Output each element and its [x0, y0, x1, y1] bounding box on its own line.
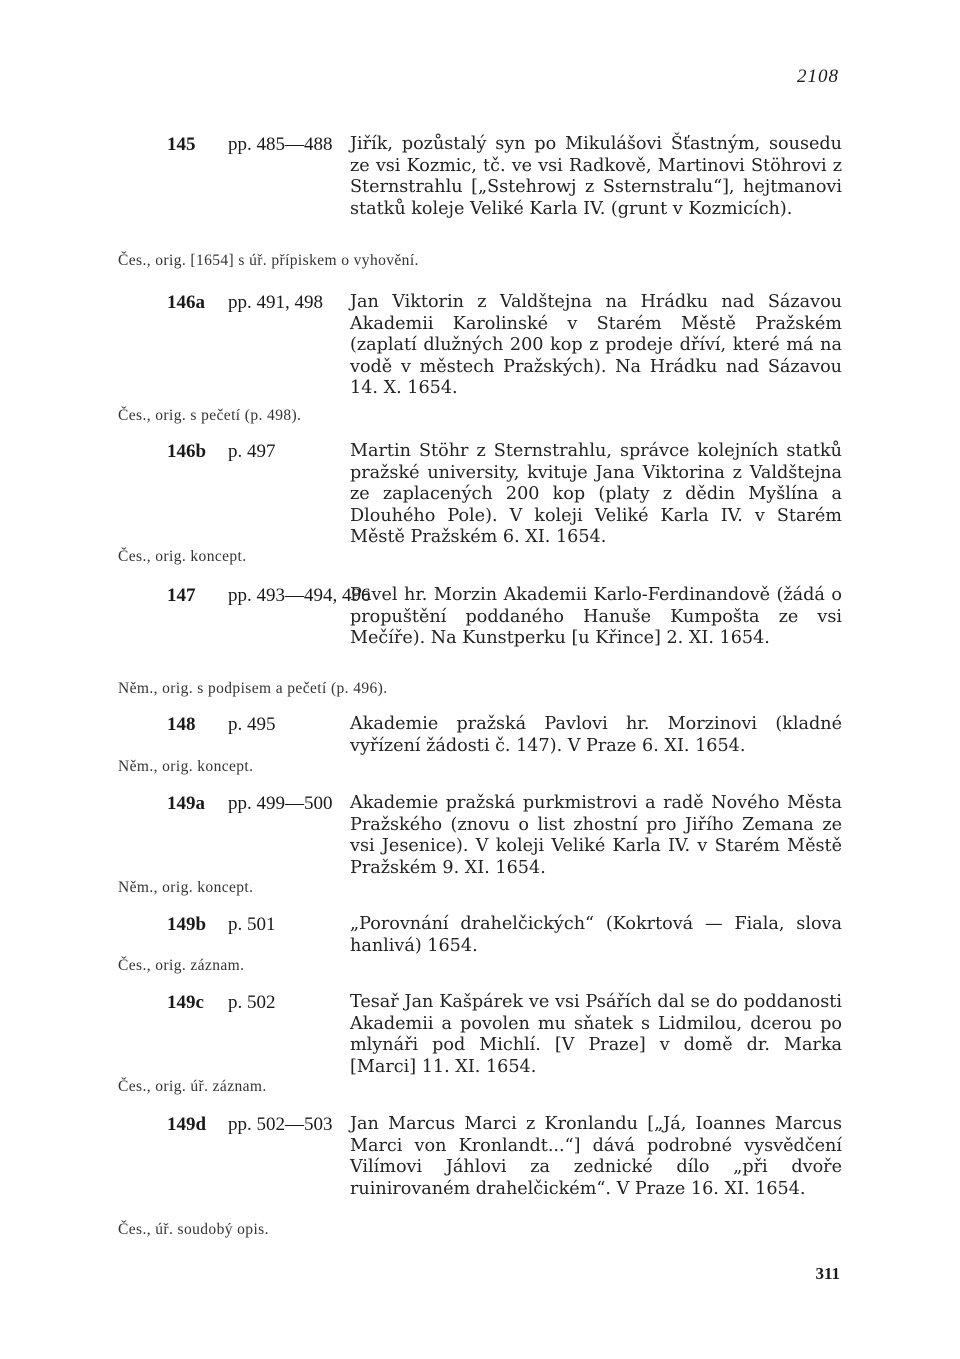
entry-text: Akademie pražská Pavlovi hr. Morzinovi (kladné vyřízení žádosti č. 147). V Praze 6. XI. 1654. — [350, 714, 842, 756]
entry-text: Tesař Jan Kašpárek ve vsi Psářích dal se do poddanosti Akademii a povolen mu sňatek s Lidmilou, dcerou po mlynáři pod Michlí. [V Praze] v domě dr. Marka [Marci] 11. XI. 1654. — [350, 992, 842, 1077]
entry-note: Čes., orig. záznam. — [118, 957, 245, 974]
entry-note: Něm., orig. koncept. — [118, 758, 254, 775]
entry-note: Něm., orig. s podpisem a pečetí (p. 496). — [118, 680, 388, 697]
entry-note: Čes., orig. [1654] s úř. přípiskem o vyhovění. — [118, 252, 419, 269]
entry-number: 149c — [167, 992, 204, 1013]
entry-note: Čes., orig. úř. záznam. — [118, 1078, 267, 1095]
entry-text: Jiřík, pozůstalý syn po Mikulášovi Šťastným, sousedu ze vsi Kozmic, tč. ve vsi Radkově, Martinovi Stöhrovi z Sternstrahlu [„Sstehrowj z Ssternstralu“], hejtmanovi statků koleje Veliké Karla IV. (grunt v Kozmicích). — [350, 134, 842, 219]
entry-text: Jan Marcus Marci z Kronlandu [„Já, Ioannes Marcus Marci von Kronlandt...“] dává podrobné vysvědčení Vilímovi Jáhlovi za zednické dílo „při dvoře ruinirovaném drahelčickém“. V Praze 16. XI. 1654. — [350, 1114, 842, 1199]
entry-pages: pp. 499—500 — [228, 793, 333, 814]
entry-number: 147 — [167, 585, 196, 606]
entry-pages: p. 497 — [228, 441, 276, 462]
entry-number: 149b — [167, 914, 207, 935]
page-footer-number: 311 — [815, 1264, 840, 1283]
entry-text: Akademie pražská purkmistrovi a radě Nového Města Pražského (znovu o list zhostní pro Jiřího Zemana ze vsi Jesenice). V koleji Veliké Karla IV. v Starém Městě Pražském 9. XI. 1654. — [350, 793, 842, 878]
entry-pages: pp. 491, 498 — [228, 292, 323, 313]
entry-text: Martin Stöhr z Sternstrahlu, správce kolejních statků pražské university, kvituje Jana Viktorina z Valdštejna ze zaplacených 200 kop (platy z dědin Myšlína a Dlouhého Pole). V koleji Veliké Karla IV. v Starém Městě Pražském 6. XI. 1654. — [350, 441, 842, 548]
entry-pages: pp. 493—494, 496 — [228, 585, 371, 606]
entry-number: 149d — [167, 1114, 207, 1135]
entry-number: 149a — [167, 793, 205, 814]
entry-number: 146b — [167, 441, 207, 462]
entry-note: Čes., úř. soudobý opis. — [118, 1221, 269, 1238]
entry-pages: pp. 485—488 — [228, 134, 333, 155]
entry-text: Jan Viktorin z Valdštejna na Hrádku nad Sázavou Akademii Karolinské v Starém Městě Pražském (zaplatí dlužných 200 kop z prodeje dříví, které má na vodě v městech Pražských). Na Hrádku nad Sázavou 14. X. 1654. — [350, 292, 842, 399]
entry-note: Něm., orig. koncept. — [118, 879, 254, 896]
entry-number: 148 — [167, 714, 196, 735]
entry-pages: p. 495 — [228, 714, 276, 735]
entry-number: 145 — [167, 134, 196, 155]
entry-pages: pp. 502—503 — [228, 1114, 333, 1135]
entry-number: 146a — [167, 292, 205, 313]
entry-pages: p. 501 — [228, 914, 276, 935]
entry-note: Čes., orig. s pečetí (p. 498). — [118, 407, 302, 424]
entry-text: „Porovnání drahelčických“ (Kokrtová — Fiala, slova hanlivá) 1654. — [350, 914, 842, 956]
entry-pages: p. 502 — [228, 992, 276, 1013]
page-header-number: 2108 — [797, 66, 839, 87]
entry-text: Pavel hr. Morzin Akademii Karlo-Ferdinandově (žádá o propuštění poddaného Hanuše Kumpošta ze vsi Mečíře). Na Kunstperku [u Křince] 2. XI. 1654. — [350, 585, 842, 649]
entry-note: Čes., orig. koncept. — [118, 548, 247, 565]
